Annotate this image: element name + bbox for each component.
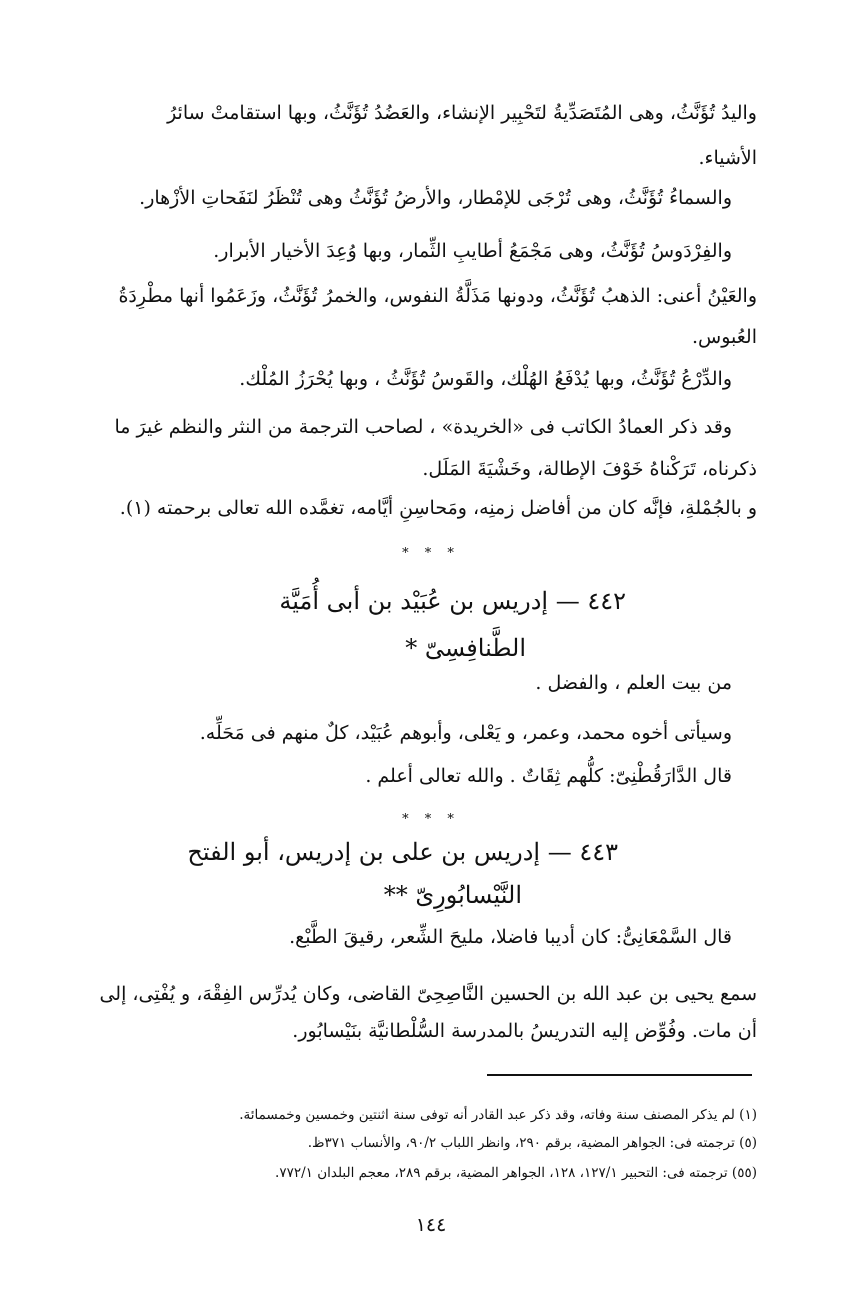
page-number: ١٤٤ — [415, 1214, 447, 1236]
entry-line: سمع يحيى بن عبد الله بن الحسين النَّاصِحِىّ القاضى، وكان يُدرِّس الفِقْهَ، و يُفْتِى، إلى — [99, 983, 757, 1005]
paragraph-line: والعَيْنُ أعنى: الذهبُ تُؤَنَّثُ، ودونها مَذَلَّةُ النفوس، والخمرُ تُؤَنَّثُ، وزَعَمُوا أنها مطْرِدَةُ — [118, 285, 757, 307]
footnote: (١) لم يذكر المصنف سنة وفاته، وقد ذكر عبد القادر أنه توفى سنة اثنتين وخمسين وخمسمائة. — [239, 1107, 757, 1123]
entry-line: وسيأتى أخوه محمد، وعمر، و يَعْلى، وأبوهم عُبَيْد، كلٌ منهم فى مَحَلِّه. — [199, 722, 732, 744]
paragraph-line: ذكرناه، تَرَكْناهُ خَوْفَ الإطالة، وخَشْيَةَ المَلَل. — [422, 458, 757, 480]
paragraph-line: و بالجُمْلةِ، فإنَّه كان من أفاضل زمنِه، ومَحاسِنِ أيَّامه، تغمَّده الله تعالى برحمته (١). — [119, 497, 757, 519]
paragraph-line: والدِّرْعُ تُؤَنَّثُ، وبها يُدْفَعُ الهُلْك، والقَوسُ تُؤَنَّثُ ، وبها يُحْرَزُ المُلْك. — [239, 368, 732, 390]
entry-subtitle: النَّيْسابُورِىّ ** — [383, 881, 522, 909]
paragraph-line: وقد ذكر العمادُ الكاتب فى «الخريدة» ، لصاحب الترجمة من النثر والنظم غيرَ ما — [114, 416, 732, 438]
entry-line: أن مات. وفُوِّض إليه التدريسُ بالمدرسة السُّلْطانيَّة بنَيْسابُور. — [292, 1020, 757, 1042]
entry-line: من بيت العلم ، والفضل . — [535, 672, 732, 694]
paragraph-line: والسماءُ تُؤَنَّثُ، وهى تُرْجَى للإمْطار، والأرضُ تُؤَنَّثُ وهى تُنْظَرُ لنَفَحاتِ الأزْهار. — [139, 187, 732, 209]
entry-title: ٤٤٣ — إدريس بن على بن إدريس، أبو الفتح — [187, 838, 618, 866]
footnote: (٥٥) ترجمته فى: التحبير ١٢٧/١، ١٢٨، الجواهر المضية، برقم ٢٨٩، معجم البلدان ٧٧٢/١. — [275, 1165, 757, 1181]
paragraph-line: واليدُ تُؤَنَّثُ، وهى المُتَصَدِّيةُ لتَحْبِير الإنشاء، والعَضُدُ تُؤَنَّثُ، وبها استقامتْ سائرُ — [167, 102, 757, 124]
section-separator: * * * — [402, 546, 460, 561]
paragraph-line: والفِرْدَوسُ تُؤَنَّثُ، وهى مَجْمَعُ أطايبِ الثِّمار، وبها وُعِدَ الأخيار الأبرار. — [213, 240, 732, 262]
entry-subtitle: الطَّنافِسِىّ * — [405, 634, 526, 662]
paragraph-line: الأشياء. — [698, 147, 757, 169]
entry-line: قال السَّمْعَانِىُّ: كان أديبا فاضلا، مليحَ الشِّعر، رقيقَ الطَّبْع. — [289, 926, 732, 948]
footnote: (٥) ترجمته فى: الجواهر المضية، برقم ٢٩٠، وانظر اللباب ٩٠/٢، والأنساب ٣٧١ظ. — [307, 1135, 757, 1151]
entry-title: ٤٤٢ — إدريس بن عُبَيْد بن أبى أُمَيَّة — [279, 587, 626, 615]
footnote-divider — [487, 1074, 752, 1076]
section-separator: * * * — [402, 812, 460, 827]
paragraph-line: العُبوس. — [691, 326, 757, 348]
entry-line: قال الدَّارَقُطْنِىّ: كلُّهم ثِقَاتٌ . والله تعالى أعلم . — [365, 765, 732, 787]
